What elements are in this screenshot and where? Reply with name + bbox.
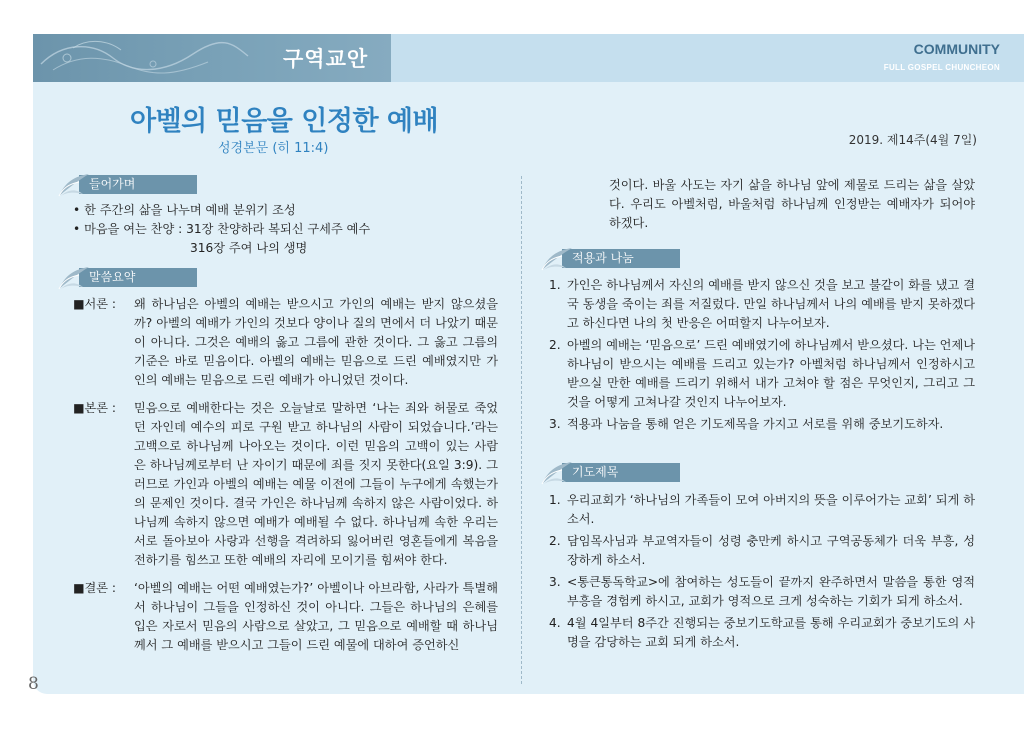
leaf-icon <box>57 172 91 198</box>
list-item <box>549 491 975 529</box>
list-item <box>549 276 975 333</box>
item-number: 4. <box>549 616 561 630</box>
item-number: 2. <box>549 534 561 548</box>
paragraph-label: ■결론 : <box>73 581 117 595</box>
brand-name: COMMUNITY <box>913 41 1000 57</box>
summary-conclusion-paragraph <box>73 579 498 655</box>
paragraph-text: 왜 하나님은 아벨의 예배는 받으시고 가인의 예배는 받지 않으셨을까? 아벨의 예배가 가인의 것보다 양이나 질의 면에서 더 나았기 때문이 아니다. 그것은 예배의 옳고 그름에 관한 것이다. 그 옳고 그름의 기준은 바로 믿음이다. 아벨의 예배는 믿음으로 드린 예배였지만 가인의 예배는 믿음으로 드린 예배가 아니었던 것이다. <box>134 297 498 387</box>
section-heading-prayer <box>540 460 680 486</box>
church-name: FULL GOSPEL CHUNCHEON <box>883 63 1000 72</box>
paragraph-label: ■본론 : <box>73 401 117 415</box>
paragraph-text: 믿음으로 예배한다는 것은 오늘날로 말하면 ‘나는 죄와 허물로 죽었던 자인데 예수의 피로 구원 받고 하나님의 사람이 되었습니다.’라는 고백으로 하나님께 나아오는 것이다. 이런 믿음의 고백이 있는 사람은 하나님께로부터 난 자이기 때문에 죄를 짓지 못한다(요일 3:9). 그러므로 가인과 아벨의 예배는 예물 이전에 그들이 누구에게 속했는가의 문제인 것이다. 결국 가인은 하나님께 속하지 않은 사람이었다. 하나님께 속하지 않으면 예배가 예배될 수 없다. 하나님께 속한 우리는 서로 돌아보아 사랑과 선행을 격려하되 잃어버린 영혼들에게 복음을 전하기를 힘쓰고 또한 예배의 자리에 모이기를 힘써야 한다. <box>134 401 498 567</box>
column-divider <box>521 176 522 684</box>
paragraph-label: ■서론 : <box>73 297 117 311</box>
item-text: 가인은 하나님께서 자신의 예배를 받지 않으신 것을 보고 불같이 화를 냈고 결국 동생을 죽이는 죄를 저질렀다. 만일 하나님께서 나의 예배를 받지 못하겠다고 하신다면 나의 첫 반응은 어떠할지 나누어보자. <box>567 278 975 330</box>
summary-body-paragraph <box>73 399 498 570</box>
item-text: 담임목사님과 부교역자들이 성령 충만케 하시고 구역공동체가 더욱 부흥, 성장하게 하소서. <box>567 534 975 567</box>
paragraph-text: ‘아벨의 예배는 어떤 예배였는가?’ 아벨이나 아브라함, 사라가 특별해서 하나님이 그들을 인정하신 것이 아니다. 그들은 하나님의 은혜를 입은 자로서 믿음의 사람으로 살았고, 그 믿음으로 예배할 때 하나님께서 그 예배를 받으시고 그들이 드린 예물에 대하여 증언하신 <box>134 581 498 652</box>
prayer-list <box>549 491 975 655</box>
summary-intro-paragraph <box>73 295 498 390</box>
page-number: 8 <box>28 674 39 694</box>
item-number: 1. <box>549 278 561 292</box>
intro-line: • 한 주간의 삶을 나누며 예배 분위기 조성 <box>73 203 296 217</box>
scripture-reference: 성경본문 (히 11:4) <box>218 141 329 156</box>
intro-block <box>73 201 513 258</box>
section-heading-summary <box>57 265 197 291</box>
section-heading-label: 기도제목 <box>562 463 680 482</box>
list-item <box>549 614 975 652</box>
section-heading-label: 말씀요약 <box>79 268 197 287</box>
application-list <box>549 276 975 437</box>
lesson-date: 2019. 제14주(4월 7일) <box>848 133 977 147</box>
conclusion-continuation: 것이다. 바울 사도는 자기 삶을 하나님 앞에 제물로 드리는 삶을 살았다. 우리도 아벨처럼, 바울처럼 하나님께 인정받는 예배자가 되어야 하겠다. <box>609 178 975 230</box>
item-text: 적용과 나눔을 통해 얻은 기도제목을 가지고 서로를 위해 중보기도하자. <box>567 417 944 431</box>
intro-line: • 마음을 여는 찬양 : 31장 찬양하라 복되신 구세주 예수 <box>73 222 371 236</box>
header-title: 구역교안 <box>283 47 369 71</box>
lesson-title: 아벨의 믿음을 인정한 예배 <box>130 106 439 137</box>
leaf-icon <box>540 246 574 272</box>
item-number: 2. <box>549 338 561 352</box>
item-text: 우리교회가 ‘하나님의 가족들이 모여 아버지의 뜻을 이루어가는 교회’ 되게 하소서. <box>567 493 975 526</box>
section-heading-application <box>540 246 680 272</box>
list-item <box>549 336 975 412</box>
item-text: <통큰통독학교>에 참여하는 성도들이 끝까지 완주하면서 말씀을 통한 영적부흥을 경험케 하시고, 교회가 영적으로 크게 성숙하는 기회가 되게 하소서. <box>567 575 975 608</box>
summary-block <box>73 295 498 655</box>
item-text: 4월 4일부터 8주간 진행되는 중보기도학교를 통해 우리교회가 중보기도의 사명을 감당하는 교회 되게 하소서. <box>567 616 975 649</box>
list-item <box>549 532 975 570</box>
item-number: 3. <box>549 575 561 589</box>
header-brand-area <box>391 34 1024 82</box>
section-heading-label: 적용과 나눔 <box>562 249 680 268</box>
ornament-flourish-icon <box>33 34 253 82</box>
section-heading-label: 들어가며 <box>79 175 197 194</box>
intro-line: 316장 주여 나의 생명 <box>190 241 308 255</box>
section-heading-intro <box>57 172 197 198</box>
header-bar <box>33 34 391 82</box>
list-item <box>549 573 975 611</box>
leaf-icon <box>57 265 91 291</box>
list-item <box>549 415 975 434</box>
item-number: 3. <box>549 417 561 431</box>
item-number: 1. <box>549 493 561 507</box>
leaf-icon <box>540 460 574 486</box>
item-text: 아벨의 예배는 ‘믿음으로’ 드린 예배였기에 하나님께서 받으셨다. 나는 언제나 하나님이 받으시는 예배를 드리고 있는가? 아벨처럼 하나님께서 인정하시고 받으실 만한 예배를 드리기 위해서 내가 고쳐야 할 점은 무엇인지, 그리고 그것을 어떻게 고쳐나갈 것인지 나누어보자. <box>567 338 975 409</box>
